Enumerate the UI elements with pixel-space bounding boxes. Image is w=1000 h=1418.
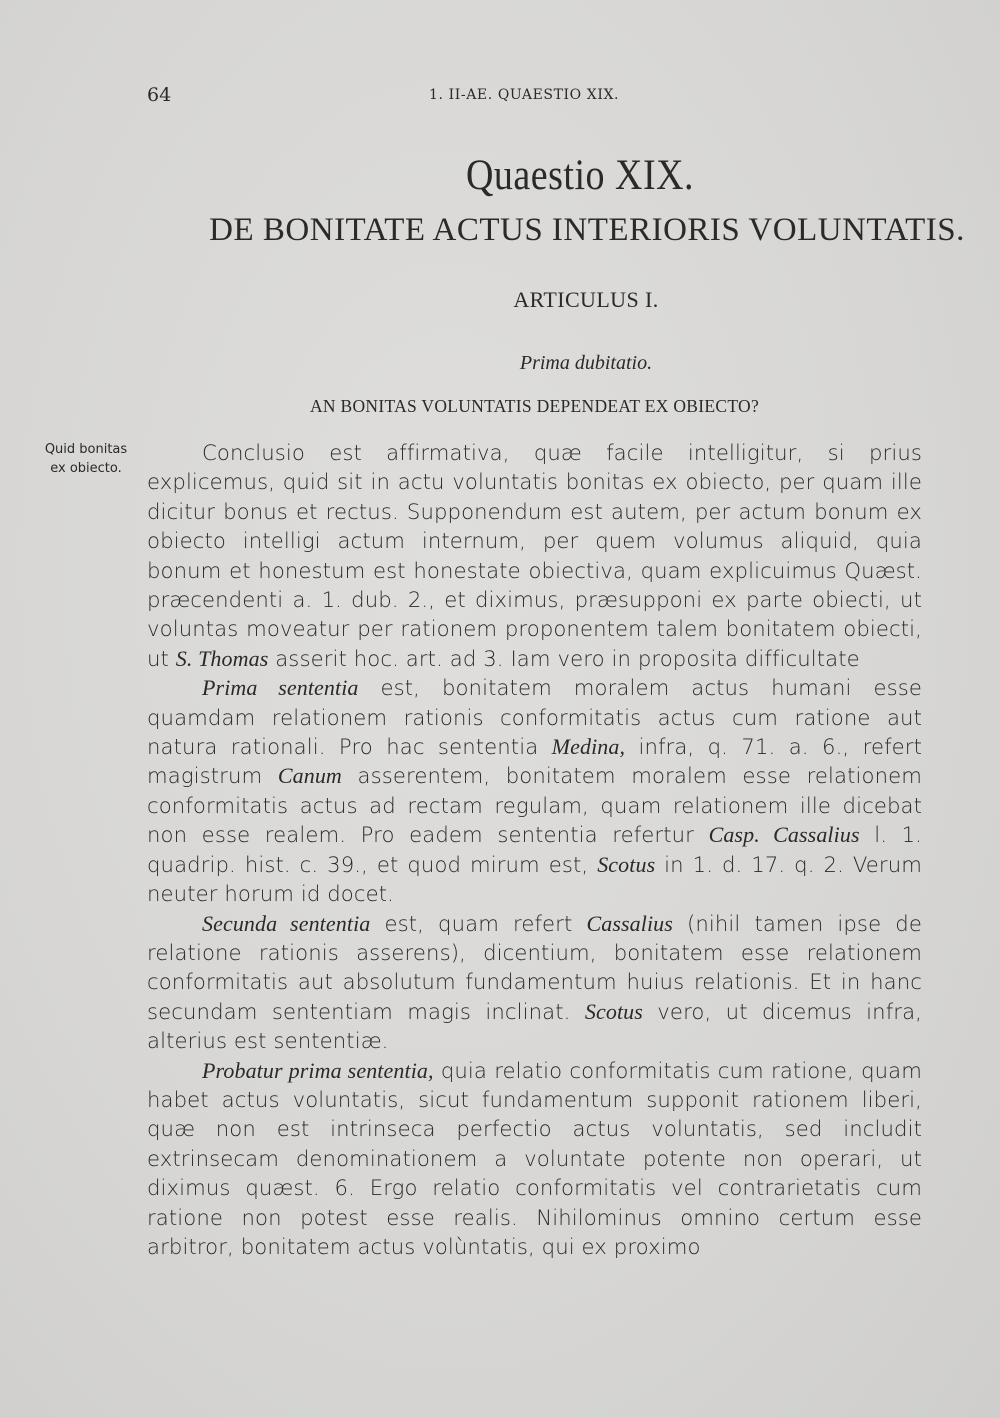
author-name: Casp. Cassalius [708,822,860,848]
text-run: infra, q. 71. a. 6., refert magistrum [147,734,923,789]
margin-note-line: Quid bonitas [44,442,128,457]
body-text [147,438,922,1261]
margin-note [30,440,142,478]
text-run: asserentem, bonitatem moralem esse relationem conformitatis actus ad rectam regulam, quam relationem ille dicebat non esse realem. Pro eadem sententia refertur [147,763,922,848]
text-run: quia relatio conformitatis cum ratione, quam habet actus voluntatis, sicut fundamentum supponit rationem liberi, quæ non est intrinseca perfectio actus voluntatis, sed includit extrinsecam denominationem a voluntate potente non operari, ut diximus quæst. 6. Ergo relatio conformitatis vel contrarietatis cum ratione non potest esse realis. Nihilominus omnino certum esse arbitror, bonitatem actus volùntatis, qui ex proximo [147,1057,922,1259]
text-run: vero, ut dicemus infra, alterius est sententiæ. [147,998,922,1054]
paragraph-3 [147,909,922,1056]
author-name: Cassalius [586,910,673,936]
text-run: asserit hoc. art. ad 3. Iam vero in proposita difficultate [275,645,860,671]
margin-note-line: ex obiecto. [50,461,122,476]
running-title: 1. II-AE. QUAESTIO XIX. [429,87,620,103]
author-name: Medina, [551,734,626,760]
section-heading: DE BONITATE ACTUS INTERIORIS VOLUNTATIS. [209,212,965,248]
paragraph-lead: Probatur prima sententia, [202,1057,434,1083]
dubitatio-heading: Prima dubitatio. [519,352,653,374]
text-run: est, quam refert [384,910,573,936]
text-run: est, bonitatem moralem actus humani esse quamdam relationem rationis conformitatis actus cum ratione aut natura rationali. Pro hac sententia [147,675,922,760]
question-line: AN BONITAS VOLUNTATIS DEPENDEAT EX OBIECTO? [309,396,760,416]
page-number: 64 [147,84,172,106]
author-name: Canum [277,763,342,789]
text-run: Conclusio est affirmativa, quæ facile intelligitur, si prius explicemus, quid sit in actu voluntatis bonitas ex obiecto, per quam ille dicitur bonus et rectus. Supponendum est autem, per actum bonum ex obiecto intelligi actum internum, per quem volumus aliquid, quia bonum et honestum est honestate obiectiva, quam explicuimus Quæst. præcendenti a. 1. dub. 2., et diximus, præsupponi ex parte obiecti, ut voluntas moveatur per rationem proponentem talem bonitatem obiecti, ut [147,440,922,671]
author-name: Scotus [584,998,643,1024]
paragraph-2 [147,673,922,908]
running-head [147,84,922,108]
paragraph-lead: Prima sententia [202,675,359,701]
text-run: (nihil tamen ipse de relatione rationis asserens), dicentium, bonitatem esse relationem conformitatis aut absolutum fundamentum huius relationis. Et in hanc secundam sententiam magis inclinat. [147,910,922,1024]
question-title: Quaestio XIX. [465,151,695,200]
paragraph-lead: Secunda sententia [202,910,371,936]
author-name: Scotus [597,851,656,877]
text-run: in 1. d. 17. q. 2. Verum neuter horum id docet. [147,851,923,907]
text-run: l. 1. quadrip. hist. c. 39., et quod mirum est, [147,822,923,877]
author-name: S. Thomas [175,645,269,671]
article-heading: ARTICULUS I. [513,287,659,312]
paragraph-4 [147,1056,922,1262]
paragraph-1 [147,438,922,673]
